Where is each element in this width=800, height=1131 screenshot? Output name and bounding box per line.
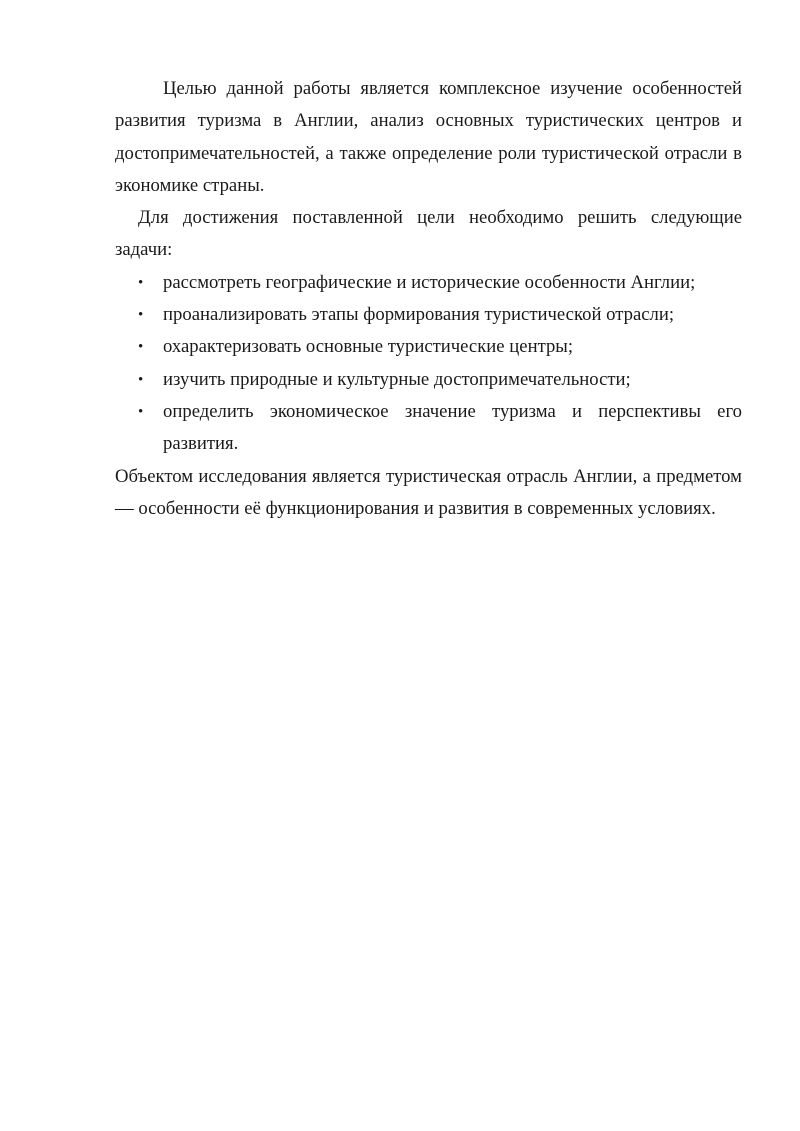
- bullet-icon: •: [138, 403, 144, 420]
- object-paragraph: Объектом исследования является туристическая отрасль Англии, а предметом — особенности её функционирования и развития в современных условиях.: [115, 465, 742, 519]
- tasks-list: [115, 267, 742, 461]
- list-item: [115, 267, 742, 299]
- bullet-icon: •: [138, 371, 144, 388]
- tasks-intro-paragraph: Для достижения поставленной цели необходимо решить следующие задачи:: [115, 207, 742, 261]
- task-text: охарактеризовать основные туристические центры;: [163, 336, 574, 358]
- list-item: [115, 299, 742, 331]
- goal-paragraph: Целью данной работы является комплексное изучение особенностей развития туризма в Англии, анализ основных туристических центров и достопримечательностей, а также определение роли туристической отрасли в экономике страны.: [115, 78, 742, 196]
- bullet-icon: •: [138, 274, 144, 291]
- list-item: [115, 364, 742, 396]
- task-text: проанализировать этапы формирования туристической отрасли;: [163, 304, 675, 326]
- bullet-icon: •: [138, 339, 144, 356]
- document-page: [115, 73, 742, 525]
- bullet-icon: •: [138, 307, 144, 324]
- task-text: определить экономическое значение туризма и перспективы его развития.: [163, 400, 742, 455]
- task-text: изучить природные и культурные достопримечательности;: [163, 368, 631, 390]
- list-item: [115, 396, 742, 461]
- list-item: [115, 331, 742, 363]
- task-text: рассмотреть географические и исторические особенности Англии;: [163, 271, 696, 293]
